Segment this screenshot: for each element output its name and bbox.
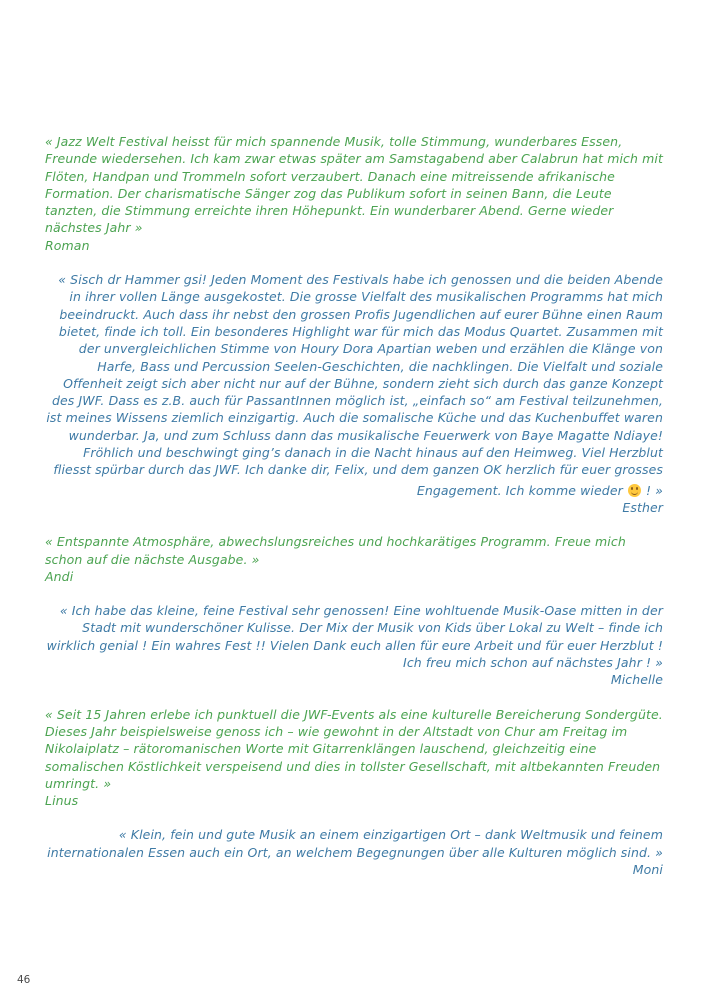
smiley-emoji-icon xyxy=(628,484,641,497)
testimonial-andi xyxy=(45,533,663,585)
testimonial-quote: « Entspannte Atmosphäre, abwechslungsreiches und hochkarätiges Programm. Freue mich schon auf die nächste Ausgabe. » xyxy=(45,534,626,567)
testimonial-quote: « Sisch dr Hammer gsi! Jeden Moment des Festivals habe ich genossen und die beiden Abende in ihrer vollen Länge ausgekostet. Die grosse Vielfalt des musikalischen Programms hat mich beeindruckt. Auch dass ihr nebst den grossen Profis Jugendlichen auf eurer Bühne einen Raum bietet, finde ich toll. Ein besonderes Highlight war für mich das Modus Quartet. Zusammen mit der unvergleichlichen Stimme von Houry Dora Apartian weben und erzählen die Klänge von Harfe, Bass und Percussion Seelen-Geschichten, die nachklingen. Die Vielfalt und soziale Offenheit zeigt sich aber nicht nur auf der Bühne, sondern zieht sich durch das ganze Konzept des JWF. Dass es z.B. auch für PassantInnen möglich ist, „einfach so“ am Festival teilzunehmen, ist meines Wissens ziemlich einzigartig. Auch die somalische Küche und das Kuchenbuffet waren wunderbar. Ja, und zum Schluss dann das musikalische Feuerwerk von Baye Magatte Ndiaye! Fröhlich und beschwingt ging’s danach in die Nacht hinaus auf den Heimweg. Viel Herzblut fliesst spürbar durch das JWF. Ich danke dir, Felix, und dem ganzen OK herzlich für euer grosses xyxy=(46,272,663,478)
tail-text-after: ! » xyxy=(641,482,663,498)
testimonial-quote: « Seit 15 Jahren erlebe ich punktuell die JWF-Events als eine kulturelle Bereicherung Sondergüte. Dieses Jahr beispielsweise genoss ich – wie gewohnt in der Altstadt von Chur am Freitag im Nikolaiplatz – rätoromanischen Worte mit Gitarrenklängen lauschend, gleichzeitig eine somalischen Köstlichkeit verspeisend und dies in tollster Gesellschaft, mit altbekannten Freuden umringt. » xyxy=(45,706,663,791)
testimonial-quote-tail xyxy=(45,482,663,499)
testimonial-author: Moni xyxy=(632,861,663,877)
testimonial-author: Esther xyxy=(622,499,663,515)
testimonial-author: Andi xyxy=(45,568,74,584)
testimonial-quote: « Jazz Welt Festival heisst für mich spannende Musik, tolle Stimmung, wunderbares Essen, Freunde wiedersehen. Ich kam zwar etwas später am Samstagabend aber Calabrun hat mich mit Flöten, Handpan und Trommeln sofort verzaubert. Danach eine mitreissende afrikanische Formation. Der charismatische Sänger zog das Publikum sofort in seinen Bann, die Leute tanzten, die Stimmung erreichte ihren Höhepunkt. Ein wunderbarer Abend. Gerne wieder nächstes Jahr » xyxy=(45,134,663,236)
testimonial-roman xyxy=(45,133,663,254)
testimonial-author: Michelle xyxy=(610,672,663,688)
testimonial-quote: « Ich habe das kleine, feine Festival sehr genossen! Eine wohltuende Musik-Oase mitten in der Stadt mit wunderschöner Kulisse. Der Mix der Musik von Kids über Lokal zu Welt – finde ich wirklich genial ! Ein wahres Fest !! Vielen Dank euch allen für eure Arbeit und für euer Herzblut ! Ich freu mich schon auf nächstes Jahr ! » xyxy=(46,603,663,671)
testimonial-author: Roman xyxy=(45,237,90,253)
testimonial-author: Linus xyxy=(45,793,79,809)
testimonial-esther xyxy=(45,271,663,516)
testimonial-moni xyxy=(45,826,663,878)
testimonial-quote: « Klein, fein und gute Musik an einem einzigartigen Ort – dank Weltmusik und feinem internationalen Essen auch ein Ort, an welchem Begegnungen über alle Kulturen möglich sind. » xyxy=(47,827,663,860)
testimonial-michelle xyxy=(45,602,663,688)
page-number: 46 xyxy=(17,974,31,986)
tail-text-before: Engagement. Ich komme wieder xyxy=(416,482,627,498)
testimonial-linus xyxy=(45,706,663,810)
testimonials-section xyxy=(45,133,663,895)
